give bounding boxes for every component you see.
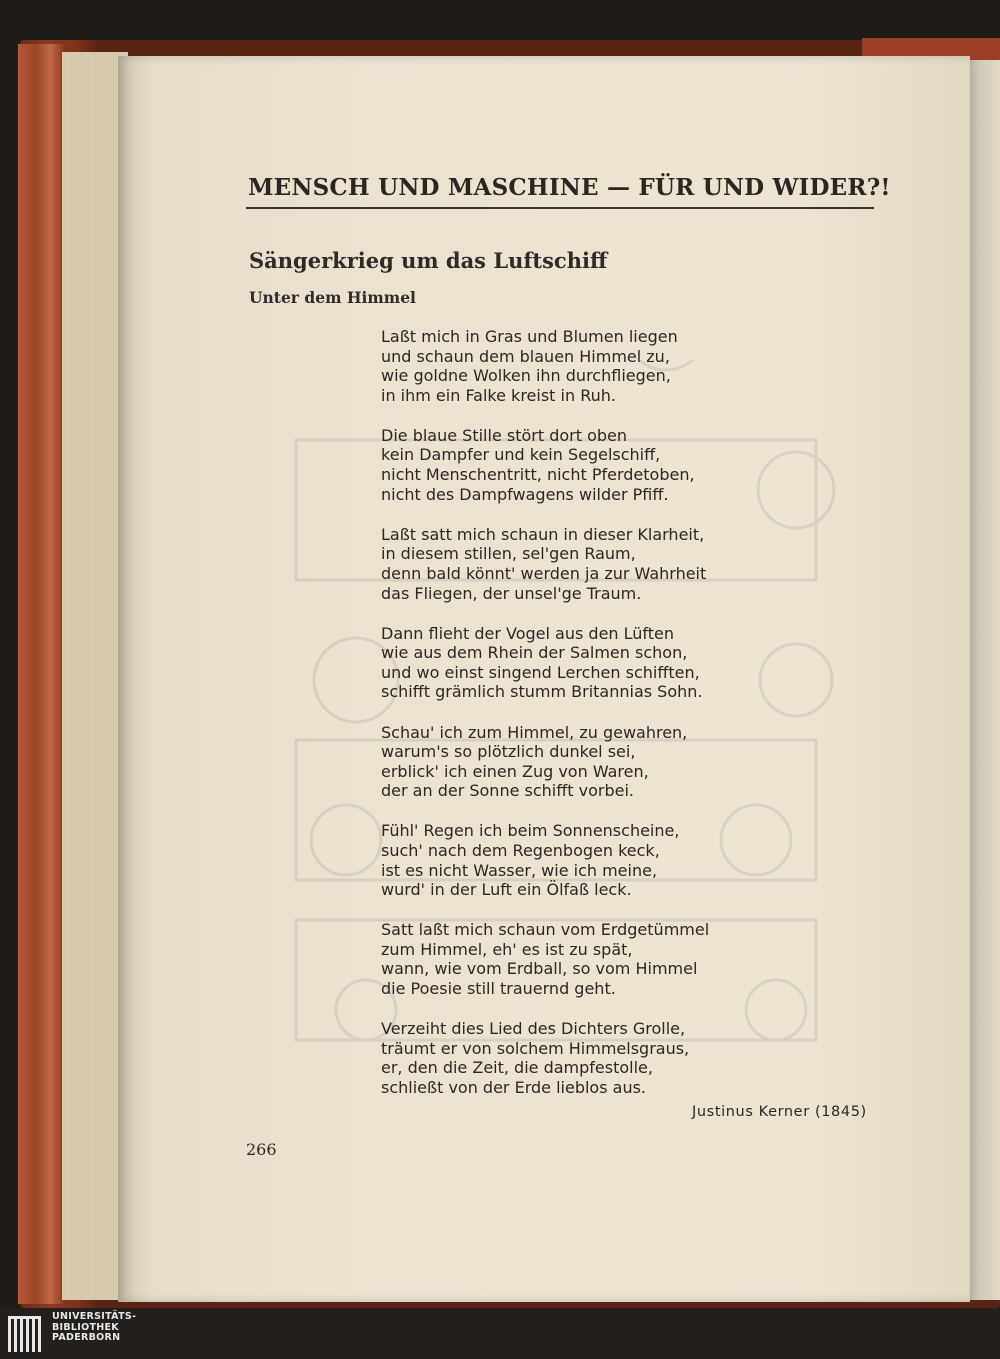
poem-line: erblick' ich einen Zug von Waren,	[381, 761, 649, 781]
poem-line: such' nach dem Regenbogen keck,	[381, 840, 660, 860]
poem-line: warum's so plötzlich dunkel sei,	[381, 742, 636, 762]
poem-line: wie goldne Wolken ihn durchfliegen,	[381, 366, 671, 386]
poem-line: in diesem stillen, sel'gen Raum,	[381, 544, 636, 564]
section-title: MENSCH UND MASCHINE — FÜR UND WIDER?!	[248, 174, 891, 201]
stanza	[381, 723, 841, 801]
book-spine-cloth	[18, 44, 64, 1304]
poem-title: Sängerkrieg um das Luftschiff	[249, 248, 608, 273]
stanza	[381, 1019, 841, 1097]
stanza	[381, 821, 841, 899]
poem-line: träumt er von solchem Himmelsgraus,	[381, 1038, 690, 1058]
poem-line: Laßt satt mich schaun in dieser Klarheit,	[381, 524, 705, 544]
poem-line: Die blaue Stille stört dort oben	[381, 425, 628, 445]
stanza	[381, 327, 841, 405]
poem-line: ist es nicht Wasser, wie ich meine,	[381, 860, 658, 880]
poem-line: und schaun dem blauen Himmel zu,	[381, 346, 670, 366]
poem-line: schifft grämlich stumm Britannias Sohn.	[381, 682, 703, 702]
poem-line: wann, wie vom Erdball, so vom Himmel	[381, 959, 698, 979]
poem-line: das Fliegen, der unsel'ge Traum.	[381, 583, 642, 603]
stanza	[381, 426, 841, 504]
poem-line: wie aus dem Rhein der Salmen schon,	[381, 643, 688, 663]
library-logo-icon	[4, 1312, 48, 1356]
page-number: 266	[246, 1140, 277, 1159]
stanza	[381, 920, 841, 998]
library-name-line: UNIVERSITÄTS-	[52, 1311, 137, 1322]
poem-line: die Poesie still trauernd geht.	[381, 979, 616, 999]
section-title-rule	[246, 207, 874, 209]
poem-subtitle: Unter dem Himmel	[249, 288, 416, 307]
poem-line: Laßt mich in Gras und Blumen liegen	[381, 327, 678, 346]
poem-line: denn bald könnt' werden ja zur Wahrheit	[381, 563, 707, 583]
poem-line: wurd' in der Luft ein Ölfaß leck.	[381, 880, 632, 900]
poem-line: zum Himmel, eh' es ist zu spät,	[381, 939, 633, 959]
library-name-line: BIBLIOTHEK	[52, 1321, 119, 1333]
poem-line: er, den die Zeit, die dampfestolle,	[381, 1058, 653, 1078]
poem-line: Verzeiht dies Lied des Dichters Grolle,	[381, 1019, 686, 1039]
poem-line: kein Dampfer und kein Segelschiff,	[381, 445, 661, 465]
poem-line: Satt laßt mich schaun vom Erdgetümmel	[381, 920, 710, 940]
poem-line: nicht des Dampfwagens wilder Pfiff.	[381, 484, 669, 504]
library-footer-bar	[0, 1308, 1000, 1359]
poem-body	[381, 327, 841, 1118]
poem-line: Dann flieht der Vogel aus den Lüften	[381, 623, 675, 643]
poem-line: schließt von der Erde lieblos aus.	[381, 1077, 646, 1097]
poem-line: Schau' ich zum Himmel, zu gewahren,	[381, 722, 688, 742]
poem-line: der an der Sonne schifft vorbei.	[381, 781, 634, 801]
poem-line: und wo einst singend Lerchen schifften,	[381, 662, 700, 682]
stanza	[381, 525, 841, 603]
poem-line: Fühl' Regen ich beim Sonnenscheine,	[381, 821, 680, 841]
stanza	[381, 624, 841, 702]
poem-author: Justinus Kerner (1845)	[692, 1104, 867, 1120]
poem-line: in ihm ein Falke kreist in Ruh.	[381, 385, 616, 405]
poem-line: nicht Menschentritt, nicht Pferdetoben,	[381, 465, 695, 485]
library-name-line: PADERBORN	[52, 1332, 121, 1343]
library-name	[52, 1312, 136, 1344]
